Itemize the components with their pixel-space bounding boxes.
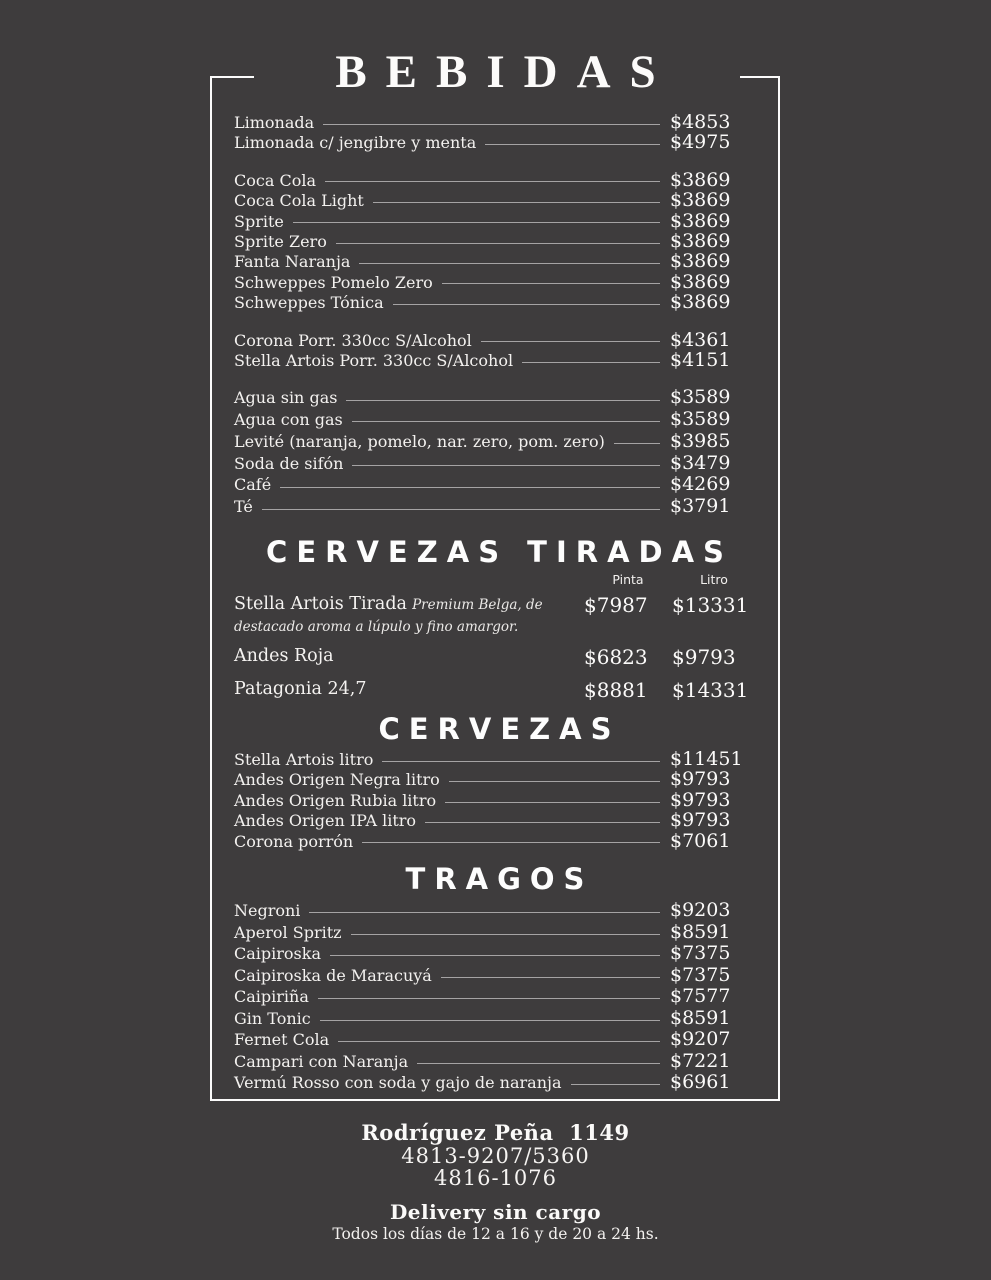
- item-name: Stella Artois Tirada: [234, 594, 407, 615]
- footer: [0, 1120, 991, 1243]
- tap-beer-list: [234, 593, 756, 702]
- item-price: $4361: [670, 328, 731, 351]
- leader-line: [393, 304, 660, 305]
- leader-line: [481, 341, 660, 342]
- menu-item-row: [234, 231, 756, 251]
- footer-hours: Todos los días de 12 a 16 y de 20 a 24 hs.: [332, 1225, 659, 1243]
- leader-line: [325, 181, 660, 182]
- item-name: Schweppes Tónica: [234, 293, 384, 313]
- footer-phone-1: 4813-9207/5360: [401, 1144, 590, 1168]
- item-price: $3869: [670, 250, 731, 273]
- menu-item-row: [234, 1029, 756, 1051]
- item-name: Fernet Cola: [234, 1030, 330, 1050]
- menu-item-row: [234, 350, 756, 370]
- item-price: $7221: [670, 1049, 731, 1072]
- menu-item-row: [234, 790, 756, 810]
- leader-line: [362, 842, 660, 843]
- item-name: Sprite Zero: [234, 231, 327, 251]
- menu-item-row: [234, 112, 756, 132]
- item-name: Fanta Naranja: [234, 252, 351, 272]
- leader-line: [382, 761, 660, 762]
- item-price: $8591: [670, 920, 731, 943]
- item-price: $7577: [670, 985, 731, 1008]
- leader-line: [262, 509, 660, 510]
- leader-line: [614, 443, 660, 444]
- item-price: $6961: [670, 1071, 731, 1094]
- item-name: Agua con gas: [234, 410, 343, 430]
- item-price: $9793: [670, 768, 731, 791]
- item-name: Negroni: [234, 901, 301, 921]
- item-price: $3869: [670, 229, 731, 252]
- item-name: Vermú Rosso con soda y gajo de naranja: [234, 1073, 562, 1093]
- item-name: Caipiroska de Maracuyá: [234, 965, 432, 985]
- menu-item-row: [234, 922, 756, 944]
- leader-line: [346, 400, 660, 401]
- group-gaseosas: [234, 170, 756, 313]
- item-description: Premium Belga, de destacado aroma a lúpulo y fino amargor.: [234, 597, 543, 636]
- item-price: $3869: [670, 168, 731, 191]
- item-name: Campari con Naranja: [234, 1051, 409, 1071]
- leader-line: [445, 802, 660, 803]
- menu-item-row: [234, 1072, 756, 1094]
- item-price: $4269: [670, 473, 731, 496]
- item-price-pinta: $6823: [584, 645, 648, 670]
- item-price: $4975: [670, 131, 731, 154]
- menu-item-row: [234, 387, 756, 409]
- leader-line: [351, 934, 660, 935]
- leader-line: [417, 1063, 660, 1064]
- item-name: Sprite: [234, 211, 284, 231]
- menu-item-row: [234, 965, 756, 987]
- leader-line: [318, 998, 660, 999]
- tap-beer-row: [234, 678, 756, 702]
- tap-beer-name-cell: [234, 593, 584, 636]
- tap-beer-row: [234, 593, 756, 636]
- item-price-litro: $9793: [672, 645, 736, 670]
- item-price-pinta: $7987: [584, 593, 648, 618]
- item-price: $7375: [670, 963, 731, 986]
- menu-item-row: [234, 496, 756, 518]
- group-aguas-y-otros: [234, 387, 756, 518]
- page-title: BEBIDAS: [335, 46, 675, 98]
- leader-line: [373, 202, 660, 203]
- leader-line: [352, 465, 660, 466]
- footer-phone-2: 4816-1076: [434, 1165, 557, 1190]
- item-price: $3869: [670, 270, 731, 293]
- item-price: $9207: [670, 1028, 731, 1051]
- menu-item-row: [234, 943, 756, 965]
- item-name: Levité (naranja, pomelo, nar. zero, pom. zero): [234, 431, 605, 451]
- leader-line: [280, 487, 660, 488]
- group-sin-alcohol: [234, 330, 756, 371]
- item-price: $4853: [670, 111, 731, 133]
- section-heading-cervezas: CERVEZAS: [378, 712, 621, 747]
- leader-line: [485, 144, 660, 145]
- menu-item-row: [234, 986, 756, 1008]
- leader-line: [330, 955, 660, 956]
- item-name: Aperol Spritz: [234, 922, 342, 942]
- item-name: Andes Roja: [234, 646, 334, 667]
- item-price: $3791: [670, 495, 731, 518]
- footer-delivery-note: Delivery sin cargo: [389, 1200, 602, 1224]
- item-name: Andes Origen IPA litro: [234, 811, 417, 831]
- menu-item-row: [234, 1051, 756, 1073]
- item-price: $3869: [670, 291, 731, 314]
- item-name: Limonada c/ jengibre y menta: [234, 133, 477, 153]
- item-price: $11451: [670, 748, 743, 771]
- menu-frame: [210, 76, 780, 1101]
- leader-line: [425, 822, 660, 823]
- leader-line: [352, 421, 660, 422]
- menu-item-row: [234, 474, 756, 496]
- item-price: $3869: [670, 209, 731, 232]
- item-name: Corona Porr. 330cc S/Alcohol: [234, 330, 472, 350]
- menu-item-row: [234, 409, 756, 431]
- item-name: Coca Cola: [234, 170, 316, 190]
- item-name: Agua sin gas: [234, 388, 338, 408]
- leader-line: [323, 124, 660, 125]
- menu-item-row: [234, 330, 756, 350]
- item-price: $7061: [670, 829, 731, 852]
- column-header-litro: Litro: [700, 572, 728, 588]
- item-price: $3869: [670, 189, 731, 212]
- item-price: $9793: [670, 809, 731, 832]
- item-name: Té: [234, 497, 253, 517]
- tap-beer-name-cell: [234, 678, 584, 701]
- leader-line: [336, 243, 660, 244]
- menu-item-row: [234, 132, 756, 152]
- menu-item-row: [234, 769, 756, 789]
- item-name: Patagonia 24,7: [234, 679, 367, 700]
- menu-item-row: [234, 292, 756, 312]
- item-name: Coca Cola Light: [234, 191, 364, 211]
- leader-line: [309, 912, 660, 913]
- item-name: Limonada: [234, 113, 315, 132]
- item-name: Stella Artois Porr. 330cc S/Alcohol: [234, 350, 514, 370]
- item-price: $3985: [670, 429, 731, 452]
- menu-item-row: [234, 831, 756, 851]
- leader-line: [441, 977, 660, 978]
- item-name: Corona porrón: [234, 831, 354, 851]
- group-limonadas: [234, 112, 756, 153]
- item-name: Gin Tonic: [234, 1008, 311, 1028]
- item-price: $9203: [670, 899, 731, 922]
- group-cervezas: [234, 749, 756, 851]
- leader-line: [522, 362, 660, 363]
- item-name: Caipiroska: [234, 944, 321, 964]
- leader-line: [293, 222, 660, 223]
- item-name: Stella Artois litro: [234, 750, 374, 770]
- item-name: Soda de sifón: [234, 453, 344, 473]
- footer-address: Rodríguez Peña 1149: [361, 1120, 630, 1145]
- item-price: $3479: [670, 451, 731, 474]
- menu-item-row: [234, 900, 756, 922]
- item-price: $9793: [670, 788, 731, 811]
- tap-beer-row: [234, 645, 756, 669]
- menu-item-row: [234, 1008, 756, 1030]
- section-heading-cervezas-tiradas: CERVEZAS TIRADAS: [266, 535, 733, 570]
- item-name: Café: [234, 475, 272, 495]
- item-name: Caipiriña: [234, 987, 309, 1007]
- item-price: $4151: [670, 348, 731, 371]
- item-name: Schweppes Pomelo Zero: [234, 272, 433, 292]
- item-price: $8591: [670, 1006, 731, 1029]
- group-tragos: [234, 900, 756, 1094]
- leader-line: [320, 1020, 660, 1021]
- item-price: $3589: [670, 386, 731, 409]
- menu-item-row: [234, 251, 756, 271]
- menu-item-row: [234, 190, 756, 210]
- item-name: Andes Origen Rubia litro: [234, 790, 437, 810]
- menu-item-row: [234, 810, 756, 830]
- menu-item-row: [234, 211, 756, 231]
- item-price: $7375: [670, 942, 731, 965]
- leader-line: [449, 781, 660, 782]
- menu-item-row: [234, 272, 756, 292]
- menu-item-row: [234, 170, 756, 190]
- tap-beer-name-cell: [234, 645, 584, 668]
- leader-line: [338, 1041, 660, 1042]
- tap-beer-column-headers: [234, 572, 756, 587]
- leader-line: [359, 263, 660, 264]
- menu-item-row: [234, 431, 756, 453]
- leader-line: [571, 1084, 661, 1085]
- menu-item-row: [234, 453, 756, 475]
- item-price-litro: $14331: [672, 678, 749, 703]
- section-heading-tragos: TRAGOS: [405, 862, 594, 897]
- leader-line: [442, 283, 660, 284]
- item-price: $3589: [670, 408, 731, 431]
- menu-item-row: [234, 749, 756, 769]
- column-header-pinta: Pinta: [612, 572, 644, 588]
- item-name: Andes Origen Negra litro: [234, 770, 440, 790]
- item-price-pinta: $8881: [584, 678, 648, 703]
- item-price-litro: $13331: [672, 593, 749, 618]
